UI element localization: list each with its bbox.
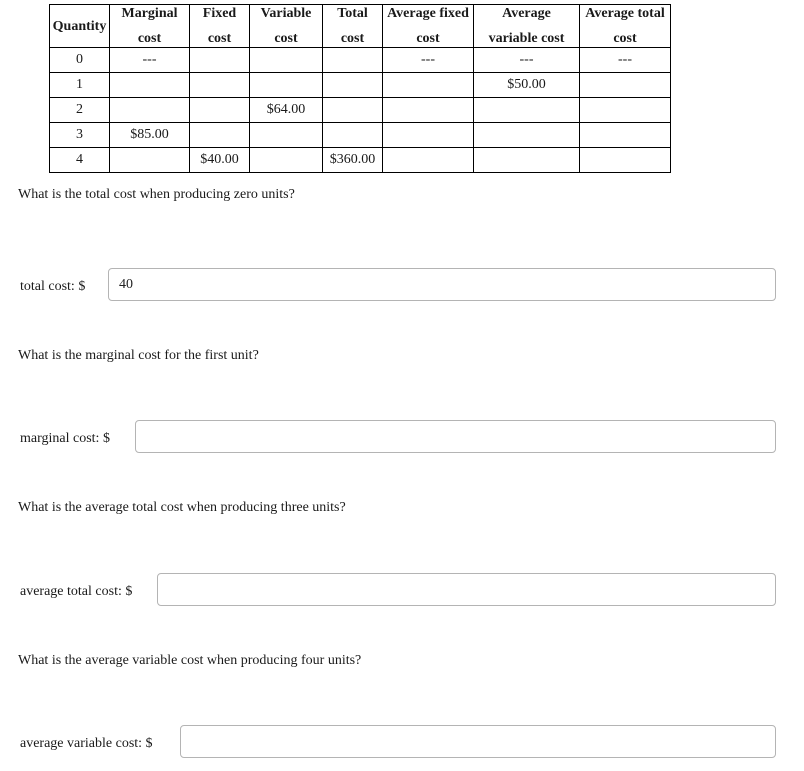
table-cell: $360.00: [323, 148, 383, 173]
table-cell: [250, 148, 323, 173]
header-label: cost: [340, 31, 365, 46]
average-total-cost-label: average total cost: $: [20, 584, 133, 599]
total-cost-label: total cost: $: [20, 279, 86, 294]
table-cell: [250, 73, 323, 98]
table-cell: [580, 98, 671, 123]
table-cell: [250, 123, 323, 148]
table-cell: [110, 73, 190, 98]
header-label: cost: [274, 31, 298, 46]
table-row: [50, 98, 671, 123]
table-cell: ---: [474, 48, 580, 73]
table-row: [50, 148, 671, 173]
header-label: variable cost: [488, 31, 565, 46]
header-variable-cost: [250, 5, 323, 48]
header-label: cost: [613, 31, 637, 46]
header-marginal-cost: [110, 5, 190, 48]
header-label: cost: [416, 31, 440, 46]
table-cell: ---: [580, 48, 671, 73]
table-cell: ---: [383, 48, 474, 73]
table-cell: [250, 48, 323, 73]
table-cell: [190, 73, 250, 98]
header-quantity: [50, 5, 110, 48]
header-label: Average: [502, 6, 551, 21]
table-row: [50, 48, 671, 73]
table-cell: $64.00: [250, 98, 323, 123]
header-label: Variable: [260, 6, 312, 21]
table-cell: [580, 73, 671, 98]
header-label: Fixed: [202, 6, 237, 21]
table-cell: [323, 73, 383, 98]
table-cell: $85.00: [110, 123, 190, 148]
question-total-cost-zero: What is the total cost when producing zero units?: [18, 187, 295, 202]
table-cell: [383, 73, 474, 98]
cost-table: [49, 4, 671, 173]
header-average-total-cost: [580, 5, 671, 48]
question-average-variable-cost-four: What is the average variable cost when producing four units?: [18, 653, 362, 668]
header-label: Total: [337, 6, 368, 21]
table-cell: [190, 98, 250, 123]
table-cell: [580, 123, 671, 148]
average-variable-cost-input[interactable]: [180, 725, 776, 758]
table-cell: $50.00: [474, 73, 580, 98]
question-average-total-cost-three: What is the average total cost when producing three units?: [18, 500, 346, 515]
marginal-cost-input[interactable]: [135, 420, 776, 453]
table-cell: [383, 123, 474, 148]
marginal-cost-label: marginal cost: $: [20, 431, 110, 446]
table-cell: 3: [50, 123, 110, 148]
table-cell: [474, 148, 580, 173]
table-row: [50, 123, 671, 148]
header-label: Average total: [585, 6, 665, 21]
header-label: Marginal: [121, 6, 178, 21]
header-label: cost: [207, 31, 232, 46]
table-cell: [323, 98, 383, 123]
question-marginal-cost-first: What is the marginal cost for the first unit?: [18, 348, 259, 363]
table-cell: [383, 148, 474, 173]
header-label: Average fixed: [387, 6, 469, 21]
header-label: cost: [137, 31, 162, 46]
table-cell: [323, 123, 383, 148]
header-average-variable-cost: [474, 5, 580, 48]
table-cell: 0: [50, 48, 110, 73]
table-cell: 1: [50, 73, 110, 98]
table-cell: [110, 98, 190, 123]
table-cell: $40.00: [190, 148, 250, 173]
table-row: [50, 73, 671, 98]
average-variable-cost-label: average variable cost: $: [20, 736, 153, 751]
table-cell: 4: [50, 148, 110, 173]
table-cell: [474, 98, 580, 123]
table-cell: [474, 123, 580, 148]
header-total-cost: [323, 5, 383, 48]
total-cost-input[interactable]: [108, 268, 776, 301]
table-cell: 2: [50, 98, 110, 123]
header-label: Quantity: [52, 18, 107, 34]
header-average-fixed-cost: [383, 5, 474, 48]
table-cell: ---: [110, 48, 190, 73]
average-total-cost-input[interactable]: [157, 573, 776, 606]
table-cell: [383, 98, 474, 123]
table-cell: [190, 123, 250, 148]
header-fixed-cost: [190, 5, 250, 48]
table-cell: [190, 48, 250, 73]
table-cell: [323, 48, 383, 73]
table-cell: [580, 148, 671, 173]
table-header-row: [50, 5, 671, 48]
table-cell: [110, 148, 190, 173]
